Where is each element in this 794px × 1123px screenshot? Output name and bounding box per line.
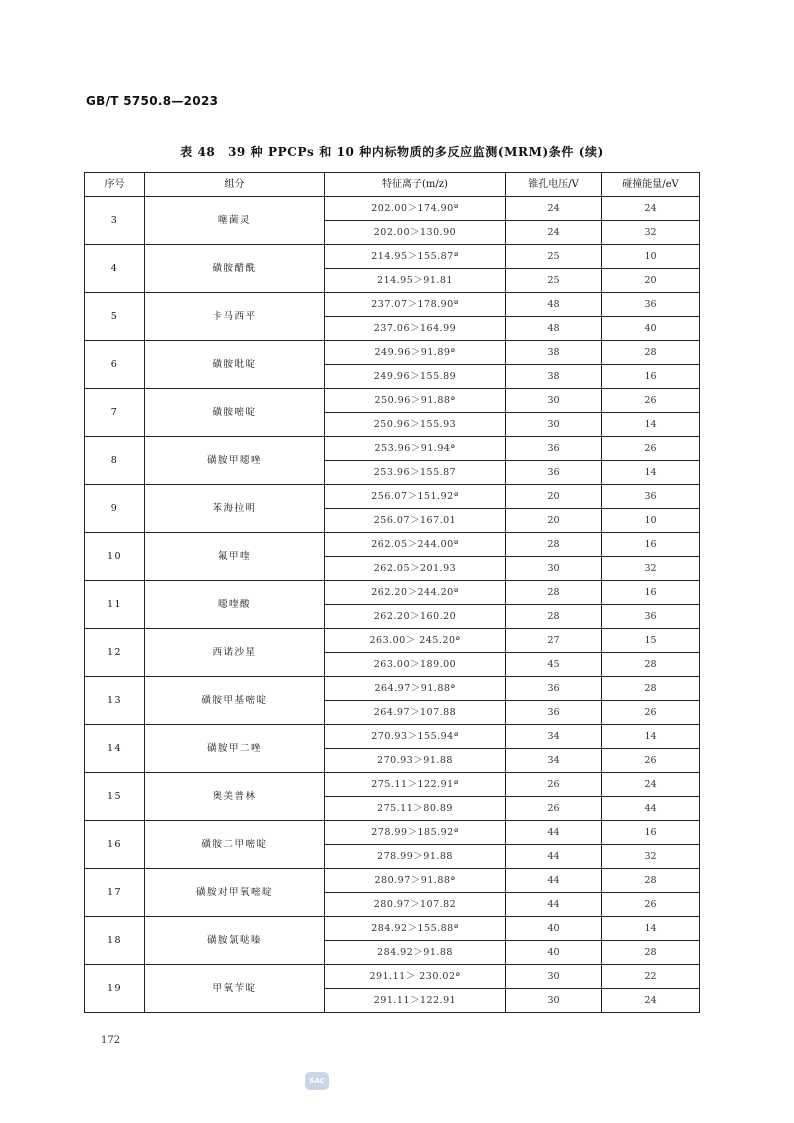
ion-transition: 284.92＞155.88ª [325, 917, 506, 941]
row-index: 18 [85, 917, 145, 965]
cone-voltage: 44 [506, 821, 602, 845]
cone-voltage: 26 [506, 797, 602, 821]
cone-voltage: 28 [506, 581, 602, 605]
row-index: 3 [85, 197, 145, 245]
component-name: 磺胺甲二唑 [145, 725, 325, 773]
cone-voltage: 40 [506, 917, 602, 941]
component-name: 甲氧苄啶 [145, 965, 325, 1013]
cone-voltage: 30 [506, 389, 602, 413]
cone-voltage: 30 [506, 989, 602, 1013]
cone-voltage: 24 [506, 221, 602, 245]
page-number: 172 [101, 1035, 121, 1046]
cone-voltage: 25 [506, 245, 602, 269]
table-body [85, 197, 700, 1013]
standard-code: GB/T 5750.8—2023 [86, 94, 219, 108]
collision-energy: 20 [602, 269, 700, 293]
table-row [85, 533, 700, 557]
component-name: 噁喹酸 [145, 581, 325, 629]
table-row [85, 725, 700, 749]
collision-energy: 28 [602, 653, 700, 677]
col-header-collision-energy: 碰撞能量/eV [602, 173, 700, 197]
cone-voltage: 36 [506, 461, 602, 485]
row-index: 11 [85, 581, 145, 629]
cone-voltage: 38 [506, 341, 602, 365]
cone-voltage: 34 [506, 749, 602, 773]
cone-voltage: 28 [506, 533, 602, 557]
ion-transition: 284.92＞91.88 [325, 941, 506, 965]
component-name: 奥美普林 [145, 773, 325, 821]
table-row [85, 485, 700, 509]
collision-energy: 26 [602, 389, 700, 413]
col-header-cone-voltage: 锥孔电压/V [506, 173, 602, 197]
ion-transition: 262.05＞201.93 [325, 557, 506, 581]
cone-voltage: 44 [506, 893, 602, 917]
component-name: 磺胺氯哒嗪 [145, 917, 325, 965]
collision-energy: 36 [602, 605, 700, 629]
ion-transition: 249.96＞155.89 [325, 365, 506, 389]
row-index: 15 [85, 773, 145, 821]
collision-energy: 44 [602, 797, 700, 821]
table-row [85, 869, 700, 893]
table-row [85, 437, 700, 461]
row-index: 16 [85, 821, 145, 869]
cone-voltage: 24 [506, 197, 602, 221]
cone-voltage: 45 [506, 653, 602, 677]
ion-transition: 249.96＞91.89ª [325, 341, 506, 365]
ion-transition: 262.05＞244.00ª [325, 533, 506, 557]
ion-transition: 262.20＞244.20ª [325, 581, 506, 605]
col-header-index: 序号 [85, 173, 145, 197]
ion-transition: 264.97＞91.88ª [325, 677, 506, 701]
collision-energy: 24 [602, 773, 700, 797]
cone-voltage: 36 [506, 701, 602, 725]
cone-voltage: 30 [506, 557, 602, 581]
collision-energy: 28 [602, 341, 700, 365]
ion-transition: 256.07＞167.01 [325, 509, 506, 533]
collision-energy: 26 [602, 893, 700, 917]
ion-transition: 263.00＞ 245.20ª [325, 629, 506, 653]
component-name: 磺胺甲基嘧啶 [145, 677, 325, 725]
table-row [85, 629, 700, 653]
table-row [85, 677, 700, 701]
ion-transition: 291.11＞122.91 [325, 989, 506, 1013]
collision-energy: 28 [602, 941, 700, 965]
cone-voltage: 20 [506, 485, 602, 509]
collision-energy: 26 [602, 701, 700, 725]
table-title: 表 48 39 种 PPCPs 和 10 种内标物质的多反应监测(MRM)条件 (续) [180, 145, 604, 159]
row-index: 17 [85, 869, 145, 917]
cone-voltage: 28 [506, 605, 602, 629]
ion-transition: 214.95＞91.81 [325, 269, 506, 293]
cone-voltage: 36 [506, 677, 602, 701]
ion-transition: 253.96＞91.94ª [325, 437, 506, 461]
cone-voltage: 38 [506, 365, 602, 389]
collision-energy: 15 [602, 629, 700, 653]
mrm-conditions-table [84, 172, 700, 1013]
ion-transition: 280.97＞91.88ª [325, 869, 506, 893]
component-name: 磺胺嘧啶 [145, 389, 325, 437]
ion-transition: 262.20＞160.20 [325, 605, 506, 629]
collision-energy: 22 [602, 965, 700, 989]
table-row [85, 341, 700, 365]
collision-energy: 24 [602, 989, 700, 1013]
collision-energy: 10 [602, 509, 700, 533]
ion-transition: 278.99＞91.88 [325, 845, 506, 869]
ion-transition: 278.99＞185.92ª [325, 821, 506, 845]
component-name: 磺胺对甲氧嘧啶 [145, 869, 325, 917]
collision-energy: 32 [602, 557, 700, 581]
ion-transition: 202.00＞130.90 [325, 221, 506, 245]
cone-voltage: 25 [506, 269, 602, 293]
collision-energy: 14 [602, 461, 700, 485]
table-row [85, 581, 700, 605]
ion-transition: 256.07＞151.92ª [325, 485, 506, 509]
ion-transition: 250.96＞91.88ª [325, 389, 506, 413]
collision-energy: 16 [602, 533, 700, 557]
cone-voltage: 27 [506, 629, 602, 653]
ion-transition: 202.00＞174.90ª [325, 197, 506, 221]
row-index: 12 [85, 629, 145, 677]
col-header-component: 组分 [145, 173, 325, 197]
collision-energy: 16 [602, 581, 700, 605]
row-index: 5 [85, 293, 145, 341]
cone-voltage: 30 [506, 413, 602, 437]
ion-transition: 253.96＞155.87 [325, 461, 506, 485]
collision-energy: 14 [602, 917, 700, 941]
col-header-ions: 特征离子(m/z) [325, 173, 506, 197]
collision-energy: 28 [602, 869, 700, 893]
cone-voltage: 30 [506, 965, 602, 989]
collision-energy: 26 [602, 437, 700, 461]
ion-transition: 280.97＞107.82 [325, 893, 506, 917]
component-name: 磺胺醋酰 [145, 245, 325, 293]
row-index: 14 [85, 725, 145, 773]
row-index: 8 [85, 437, 145, 485]
cone-voltage: 44 [506, 845, 602, 869]
table-row [85, 245, 700, 269]
collision-energy: 14 [602, 725, 700, 749]
component-name: 磺胺吡啶 [145, 341, 325, 389]
collision-energy: 14 [602, 413, 700, 437]
ion-transition: 291.11＞ 230.02ª [325, 965, 506, 989]
collision-energy: 16 [602, 365, 700, 389]
row-index: 13 [85, 677, 145, 725]
row-index: 7 [85, 389, 145, 437]
collision-energy: 40 [602, 317, 700, 341]
row-index: 6 [85, 341, 145, 389]
ion-transition: 250.96＞155.93 [325, 413, 506, 437]
component-name: 西诺沙星 [145, 629, 325, 677]
ion-transition: 237.06＞164.99 [325, 317, 506, 341]
collision-energy: 26 [602, 749, 700, 773]
cone-voltage: 44 [506, 869, 602, 893]
collision-energy: 28 [602, 677, 700, 701]
ion-transition: 264.97＞107.88 [325, 701, 506, 725]
table-row [85, 389, 700, 413]
table-row [85, 773, 700, 797]
ion-transition: 237.07＞178.90ª [325, 293, 506, 317]
table-row [85, 197, 700, 221]
row-index: 9 [85, 485, 145, 533]
table-row [85, 821, 700, 845]
component-name: 磺胺甲噁唑 [145, 437, 325, 485]
sac-logo: SAC [305, 1072, 329, 1090]
cone-voltage: 48 [506, 317, 602, 341]
component-name: 苯海拉明 [145, 485, 325, 533]
row-index: 19 [85, 965, 145, 1013]
ion-transition: 214.95＞155.87ª [325, 245, 506, 269]
cone-voltage: 26 [506, 773, 602, 797]
cone-voltage: 20 [506, 509, 602, 533]
ion-transition: 275.11＞122.91ª [325, 773, 506, 797]
collision-energy: 10 [602, 245, 700, 269]
cone-voltage: 34 [506, 725, 602, 749]
row-index: 10 [85, 533, 145, 581]
table-row [85, 965, 700, 989]
ion-transition: 270.93＞155.94ª [325, 725, 506, 749]
collision-energy: 36 [602, 293, 700, 317]
cone-voltage: 36 [506, 437, 602, 461]
collision-energy: 32 [602, 221, 700, 245]
ion-transition: 275.11＞80.89 [325, 797, 506, 821]
ion-transition: 263.00＞189.00 [325, 653, 506, 677]
ion-transition: 270.93＞91.88 [325, 749, 506, 773]
cone-voltage: 48 [506, 293, 602, 317]
collision-energy: 16 [602, 821, 700, 845]
table-row [85, 917, 700, 941]
component-name: 卡马西平 [145, 293, 325, 341]
cone-voltage: 40 [506, 941, 602, 965]
collision-energy: 32 [602, 845, 700, 869]
component-name: 噻菌灵 [145, 197, 325, 245]
row-index: 4 [85, 245, 145, 293]
table-row [85, 293, 700, 317]
collision-energy: 24 [602, 197, 700, 221]
collision-energy: 36 [602, 485, 700, 509]
component-name: 磺胺二甲嘧啶 [145, 821, 325, 869]
component-name: 氟甲喹 [145, 533, 325, 581]
table-header-row [85, 173, 700, 197]
